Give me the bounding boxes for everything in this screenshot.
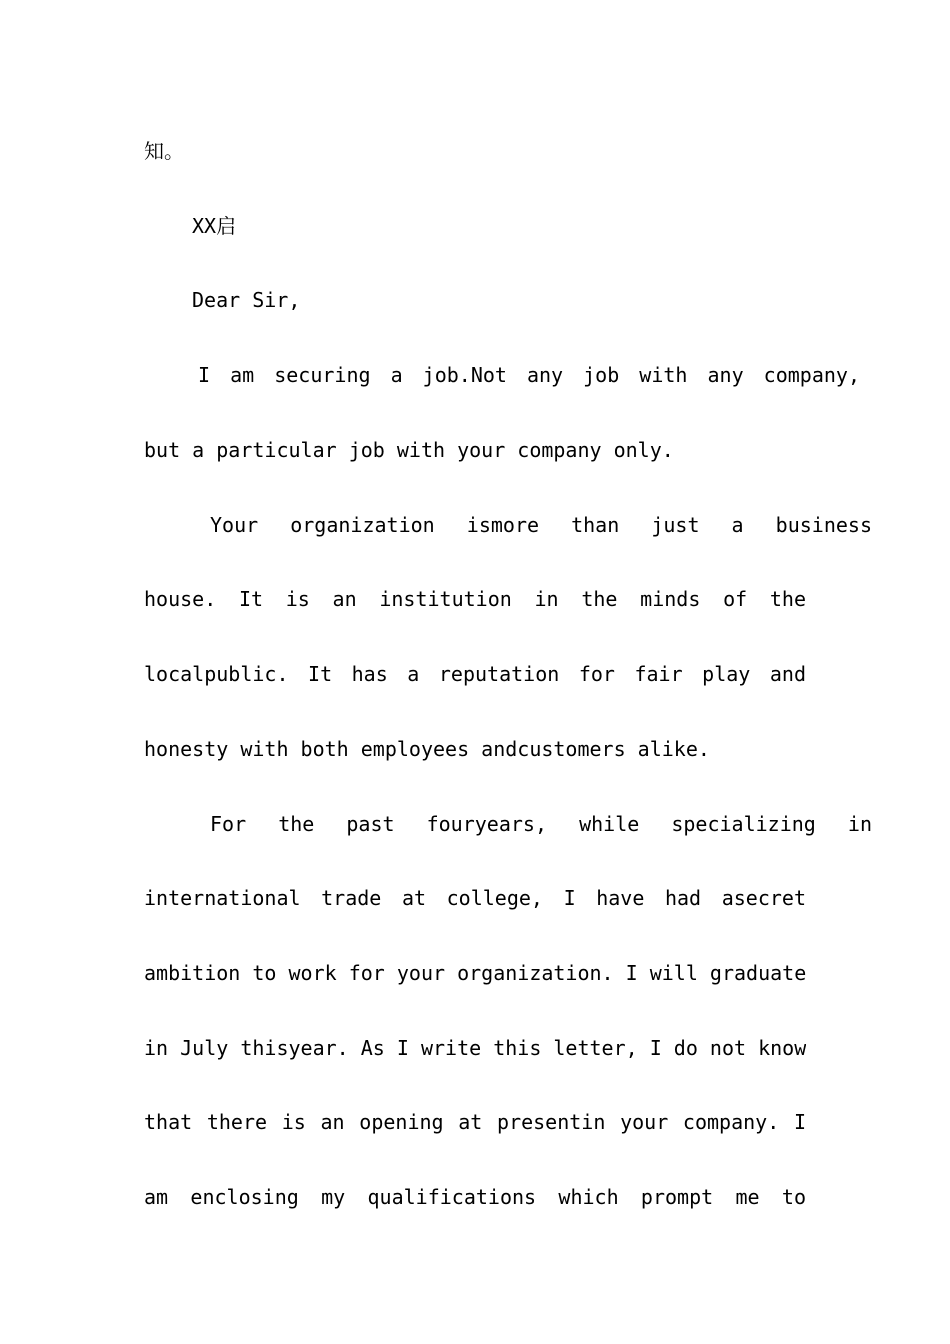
text-line: but a particular job with your company only. (144, 438, 674, 462)
text-line: international trade at college, I have had asecret (144, 886, 806, 910)
signature-line: XX启 (192, 214, 237, 238)
text-line: in July thisyear. As I write this letter, I do not know (144, 1036, 806, 1060)
text-line: For the past fouryears, while specializing in (210, 812, 872, 836)
text-line: that there is an opening at presentin your company. I (144, 1110, 806, 1134)
text-line: ambition to work for your organization. I will graduate (144, 961, 806, 985)
text-line: I am securing a job.Not any job with any company, (198, 363, 860, 387)
text-line: honesty with both employees andcustomers alike. (144, 737, 710, 761)
text-line: 知。 (144, 139, 184, 163)
text-line: Your organization ismore than just a business (210, 513, 872, 537)
text-line: am enclosing my qualifications which prompt me to (144, 1185, 806, 1209)
text-line: house. It is an institution in the minds of the (144, 587, 806, 611)
text-line: localpublic. It has a reputation for fair play and (144, 662, 806, 686)
salutation: Dear Sir, (192, 288, 301, 312)
